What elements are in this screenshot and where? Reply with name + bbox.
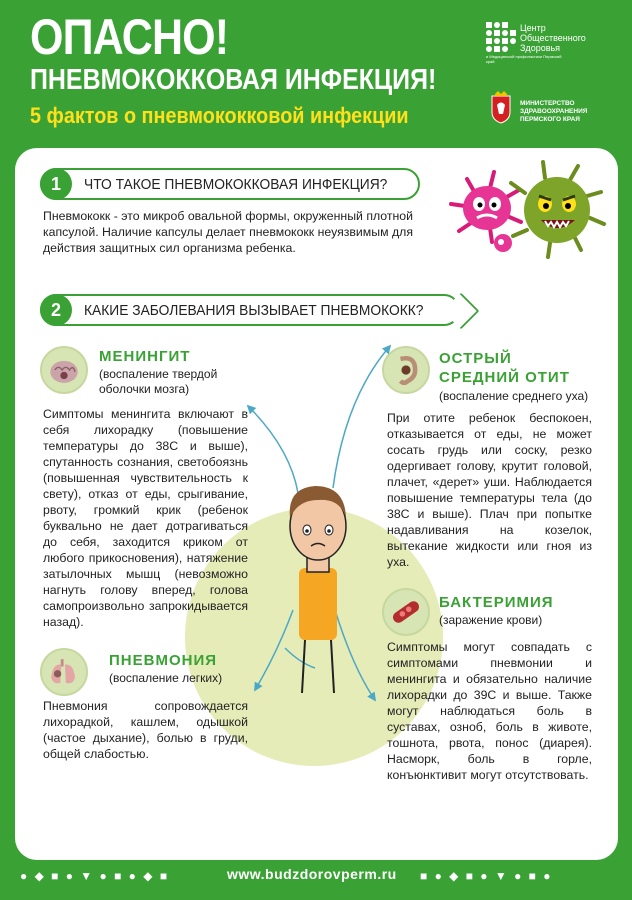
facts-line: 5 фактов о пневмококковой инфекции [30,103,409,128]
pneumonia-subtitle: (воспаление легких) [109,671,223,685]
footer [0,860,632,900]
ministry-logo [486,90,616,130]
pneumonia-title: ПНЕВМОНИЯ [109,652,218,669]
meningitis-subtitle: (воспаление твердой оболочки мозга) [99,367,218,396]
lungs-icon [40,648,88,696]
child-illustration [245,398,395,698]
footer-decor-right: ■ ● ◆ ■ ● ▼ ● ■ ● [420,869,553,883]
otitis-text: При отите ребенок беспокоен, отказывается от еды, не может сосать грудь или соску, резко одергивает голову, крутит головой, плачет, «дерет» уши. Наблюдается повышение температуры тела (до 38С и выше). Плач при попытке надавливания на козелок, вытекание жидкости или гноя из уха. [387,411,592,569]
section-number: 1 [40,168,72,200]
section-title: КАКИЕ ЗАБОЛЕВАНИЯ ВЫЗЫВАЕТ ПНЕВМОКОКК? [84,302,424,319]
meningitis-title: МЕНИНГИТ [99,348,191,365]
heading-arrow [443,293,480,330]
content-panel [15,148,618,860]
crest-icon [486,90,516,124]
org2-name: МИНИСТЕРСТВО ЗДРАВООХРАНЕНИЯ ПЕРМСКОГО КРАЯ [520,100,588,123]
intro-text: Пневмококк - это микроб овальной формы, окруженный плотной капсулой. Наличие капсулы делает пневмококк неуязвимым для действия защитных сил организма ребенка. [43,209,413,255]
pneumonia-text: Пневмония сопровождается лихорадкой, кашлем, одышкой (частое дыхание), болью в груди, общей слабостью. [43,699,248,761]
center-grid-icon [486,22,516,52]
brain-icon [40,346,88,394]
org1-subtitle: и Медицинской профилактики Пермский край [486,54,562,64]
section-2-heading [40,294,460,326]
bacteremia-subtitle: (заражение крови) [439,613,543,627]
page-title: ОПАСНО! [30,9,229,65]
public-health-center-logo [486,22,616,68]
section-title: ЧТО ТАКОЕ ПНЕВМОКОККОВАЯ ИНФЕКЦИЯ? [84,176,388,193]
page-subtitle: ПНЕВМОКОККОВАЯ ИНФЕКЦИЯ! [30,64,437,96]
bacteremia-text: Симптомы могут совпадать с симптомами пневмонии и менингита и обязательно наличие лихорадки до 39С и выше. Также могут наблюдаться боль в суставах, озноб, боль в животе, тошнота, рвота, понос (диарея). Насморк, боль в горле, конъюнктивит могут отсутствовать. [387,640,592,782]
ear-icon [382,346,430,394]
otitis-subtitle: (воспаление среднего уха) [439,389,589,403]
footer-decor-left: ● ◆ ■ ● ▼ ● ■ ● ◆ ■ [20,869,170,883]
section-1-heading [40,168,420,200]
germs-illustration [435,148,615,268]
header [0,0,632,150]
otitis-title: ОСТРЫЙ СРЕДНИЙ ОТИТ [439,350,570,386]
section-number: 2 [40,294,72,326]
green-germ-icon [511,162,604,257]
meningitis-text: Симптомы менингита включают в себя лихорадку (повышение температуры до 38С и выше), спутанность сознания, светобоязнь (повышенная чувствительность к свету), отказ от еды, срыгивание, рвоту, громкий крик (ребенок буквально не дает дотрагиваться до себя, заходится криком от любого прикосновения), натяжение затылочных мышц (невозможно нагнуть голову вперед, голова самопроизвольно запрокидывается назад). [43,407,248,629]
website-link[interactable]: www.budzdorovperm.ru [227,866,397,882]
org1-name: Центр Общественного Здоровья [520,23,586,53]
bacteremia-title: БАКТЕРИМИЯ [439,594,554,611]
